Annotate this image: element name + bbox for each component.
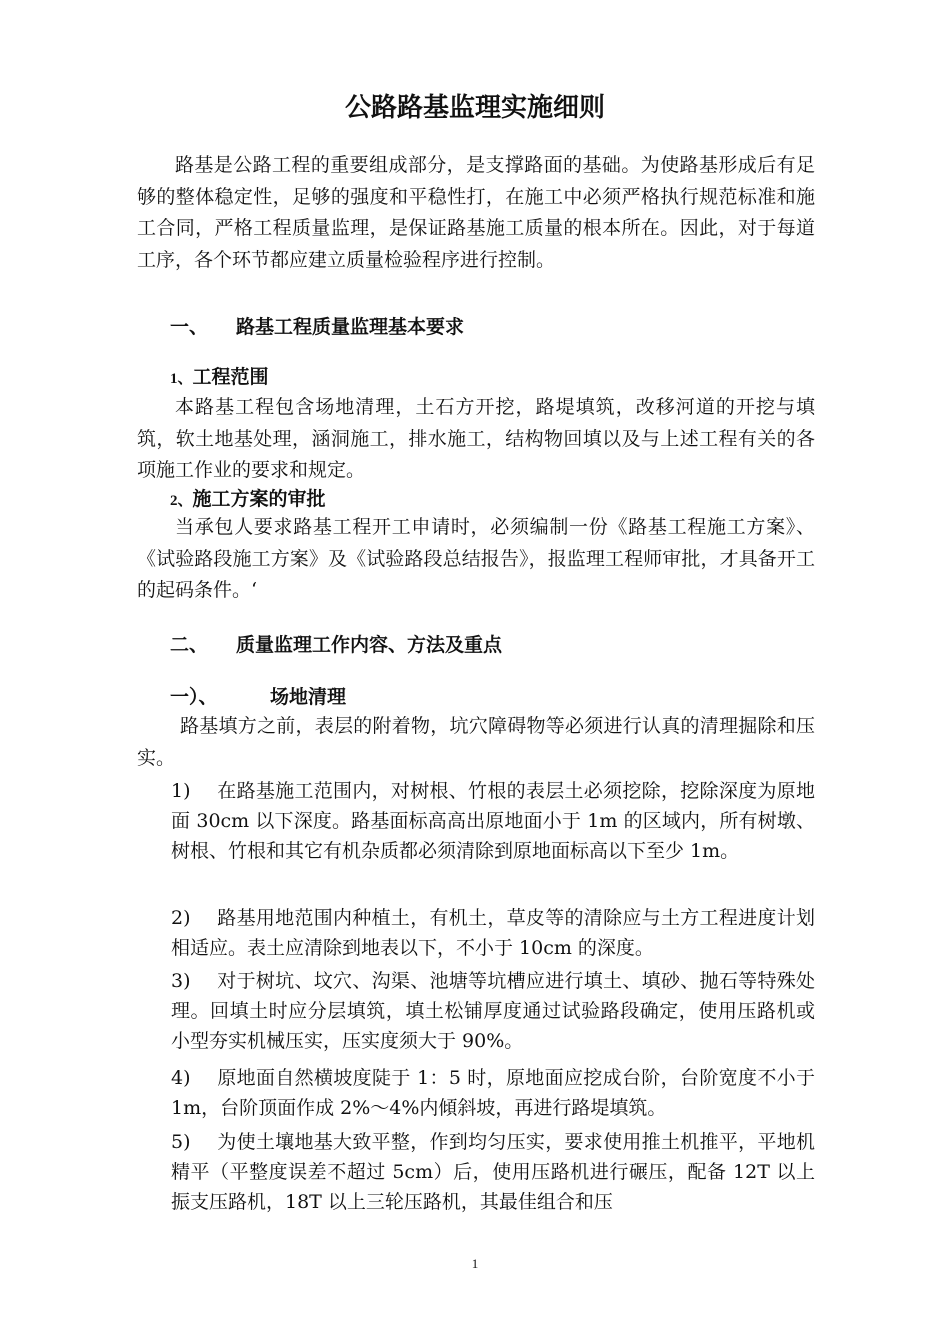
subsection-heading-3 (170, 682, 346, 712)
list-item-number: 3) (171, 970, 191, 992)
list-item-text: 原地面自然横坡度陡于 1：5 时，原地面应挖成台阶，台阶宽度不小于 1m，台阶顶面作成 2%～4%内傾斜坡，再进行路堤填筑。 (171, 1067, 815, 1119)
section-heading-1 (170, 312, 464, 342)
section-title: 路基工程质量监理基本要求 (236, 316, 465, 338)
subsection-title: 施工方案的审批 (192, 488, 326, 510)
list-item-number: 2) (171, 907, 191, 929)
list-item (171, 1063, 815, 1123)
list-item (171, 1127, 815, 1217)
page-number: 1 (471, 1256, 479, 1271)
subsection-number: 1、 (170, 371, 193, 387)
scope-paragraph: 本路基工程包含场地清理，土石方开挖，路堤填筑，改移河道的开挖与填筑，软土地基处理，涵洞施工，排水施工，结构物回填以及与上述工程有关的各项施工作业的要求和规定。 (137, 396, 815, 481)
section-number: 二、 (170, 634, 209, 656)
approval-paragraph: 当承包人要求路基工程开工申请时，必须编制一份《路基工程施工方案》、《试验路段施工方案》及《试验路段总结报告》，报监理工程师审批，才具备开工的起码条件。‘ (137, 516, 815, 601)
clearing-paragraph: 路基填方之前，表层的附着物，坑穴障碍物等必须进行认真的清理掘除和压实。 (137, 715, 815, 769)
subsection-title: 工程范围 (192, 366, 269, 388)
list-item (171, 966, 815, 1056)
list-item-text: 在路基施工范围内，对树根、竹根的表层土必须挖除，挖除深度为原地面 30cm 以下深度。路基面标高高出原地面小于 1m 的区域内，所有树墩、树根、竹根和其它有机杂质都必须清除到原地面标高以下至少 1m。 (171, 780, 815, 862)
section-number: 一、 (170, 316, 209, 338)
list-item-number: 5) (171, 1131, 191, 1153)
list-item-number: 1) (171, 780, 191, 802)
section-title: 质量监理工作内容、方法及重点 (236, 634, 503, 656)
intro-paragraph: 路基是公路工程的重要组成部分，是支撑路面的基础。为使路基形成后有足够的整体稳定性，足够的强度和平稳性打，在施工中必须严格执行规范标准和施工合同，严格工程质量监理，是保证路基施工质量的根本所在。因此，对于每道工序，各个环节都应建立质量检验程序进行控制。 (137, 154, 815, 271)
list-item (171, 903, 815, 963)
list-item-text: 为使土壤地基大致平整，作到均匀压实，要求使用推土机推平，平地机精平（平整度误差不超过 5cm）后，使用压路机进行碾压，配备 12T 以上振支压路机，18T 以上三轮压路机，其最佳组合和压 (171, 1131, 815, 1213)
list-item-number: 4) (171, 1067, 191, 1089)
subsection-number: 2、 (170, 493, 193, 509)
list-item-text: 路基用地范围内种植土，有机土，草皮等的清除应与土方工程进度计划相适应。表土应清除到地表以下，不小于 10cm 的深度。 (171, 907, 815, 959)
document-title: 公路路基监理实施细则 (344, 93, 605, 123)
subsection-heading-1 (170, 362, 269, 394)
list-item-text: 对于树坑、坟穴、沟渠、池塘等坑槽应进行填土、填砂、抛石等特殊处理。回填土时应分层填筑，填土松铺厚度通过试验路段确定，使用压路机或小型夯实机械压实，压实度须大于 90%。 (171, 970, 815, 1052)
subsection-title: 场地清理 (270, 686, 347, 708)
section-heading-2 (170, 630, 502, 660)
subsection-number: 一）、 (170, 686, 218, 708)
list-item (171, 776, 815, 866)
